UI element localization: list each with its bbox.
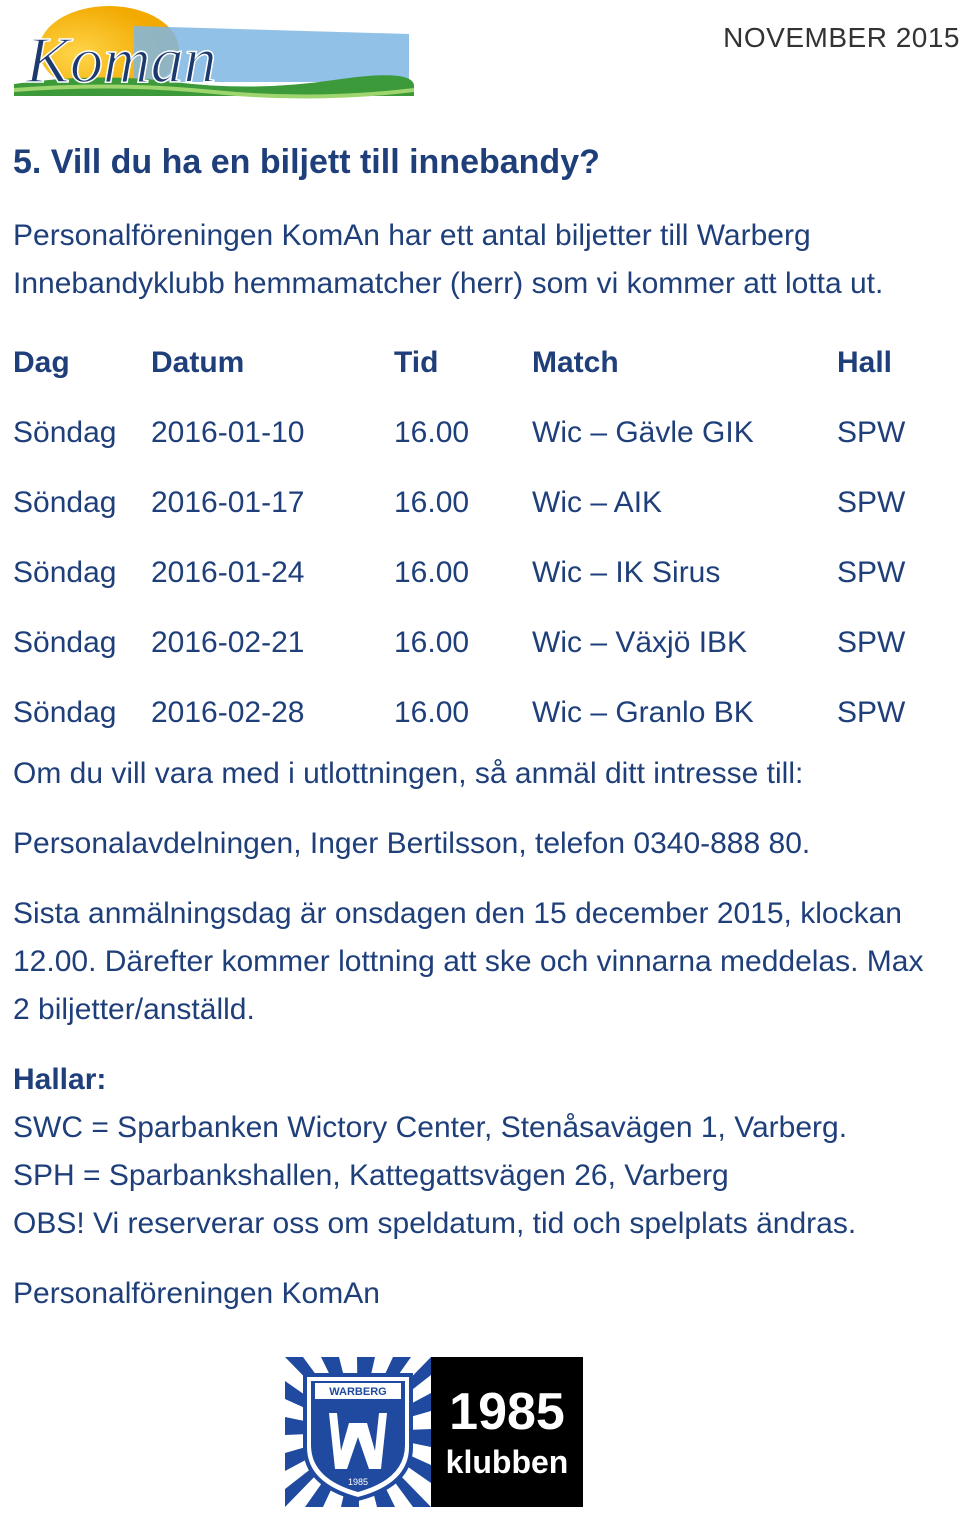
cell-tid: 16.00	[394, 626, 470, 659]
cell-tid: 16.00	[394, 486, 470, 519]
header-tid: Tid	[394, 346, 439, 379]
cell-dag: Söndag	[13, 626, 117, 659]
cell-match: Wic – Granlo BK	[532, 696, 754, 729]
cell-datum: 2016-02-21	[151, 626, 305, 659]
logo-wordmark: Koman	[26, 24, 217, 97]
cell-tid: 16.00	[394, 416, 470, 449]
article-title: 5. Vill du ha en biljett till innebandy?	[13, 143, 600, 181]
signup-text: Om du vill vara med i utlottningen, så anmäl ditt intresse till:	[13, 757, 804, 790]
cell-datum: 2016-02-28	[151, 696, 305, 729]
cell-hall: SPW	[837, 626, 906, 659]
signature: Personalföreningen KomAn	[13, 1277, 380, 1310]
intro-text: Personalföreningen KomAn har ett antal biljetter till Warberg Innebandyklubb hemmamatcher (herr) som vi kommer att lotta ut.	[13, 219, 884, 300]
klubben-1985-logo	[285, 1357, 583, 1507]
contact-text: Personalavdelningen, Inger Bertilsson, telefon 0340-888 80.	[13, 827, 811, 860]
warberg-badge	[305, 1375, 411, 1499]
obs-notice: OBS! Vi reserverar oss om speldatum, tid och spelplats ändras.	[13, 1207, 857, 1240]
table-row	[13, 538, 937, 608]
deadline-text: Sista anmälningsdag är onsdagen den 15 december 2015, klockan 12.00. Därefter kommer lottning att ske och vinnarna meddelas. Max 2 biljetter/anställd.	[13, 897, 924, 1026]
table-row	[13, 468, 937, 538]
badge-year: 1985	[347, 1477, 369, 1487]
cell-datum: 2016-01-10	[151, 416, 305, 449]
cell-dag: Söndag	[13, 486, 117, 519]
table-row	[13, 678, 937, 748]
issue-date: NOVEMBER 2015	[723, 22, 960, 53]
table-row	[13, 398, 937, 468]
header-dag: Dag	[13, 346, 70, 379]
cell-hall: SPW	[837, 696, 906, 729]
cell-datum: 2016-01-17	[151, 486, 305, 519]
koman-logo	[14, 4, 414, 104]
cell-match: Wic – AIK	[532, 486, 663, 519]
page-header	[0, 0, 960, 110]
table-header-row	[13, 328, 937, 398]
cell-match: Wic – Växjö IBK	[532, 626, 748, 659]
halls-heading: Hallar:	[13, 1063, 107, 1096]
logo-klubben: klubben	[445, 1444, 569, 1480]
cell-match: Wic – Gävle GIK	[532, 416, 754, 449]
match-schedule-table	[13, 328, 937, 748]
hall-sph: SPH = Sparbankshallen, Kattegattsvägen 26, Varberg	[13, 1159, 729, 1192]
cell-dag: Söndag	[13, 556, 117, 589]
cell-hall: SPW	[837, 416, 906, 449]
header-datum: Datum	[151, 346, 245, 379]
cell-datum: 2016-01-24	[151, 556, 305, 589]
logo-year: 1985	[449, 1383, 565, 1441]
cell-hall: SPW	[837, 486, 906, 519]
cell-match: Wic – IK Sirus	[532, 556, 721, 589]
article	[13, 134, 948, 1318]
cell-hall: SPW	[837, 556, 906, 589]
badge-top-text: WARBERG	[329, 1386, 387, 1398]
cell-dag: Söndag	[13, 696, 117, 729]
hall-swc: SWC = Sparbanken Wictory Center, Stenåsavägen 1, Varberg.	[13, 1111, 848, 1144]
header-hall: Hall	[837, 346, 893, 379]
cell-tid: 16.00	[394, 696, 470, 729]
cell-dag: Söndag	[13, 416, 117, 449]
cell-tid: 16.00	[394, 556, 470, 589]
header-match: Match	[532, 346, 619, 379]
table-row	[13, 608, 937, 678]
